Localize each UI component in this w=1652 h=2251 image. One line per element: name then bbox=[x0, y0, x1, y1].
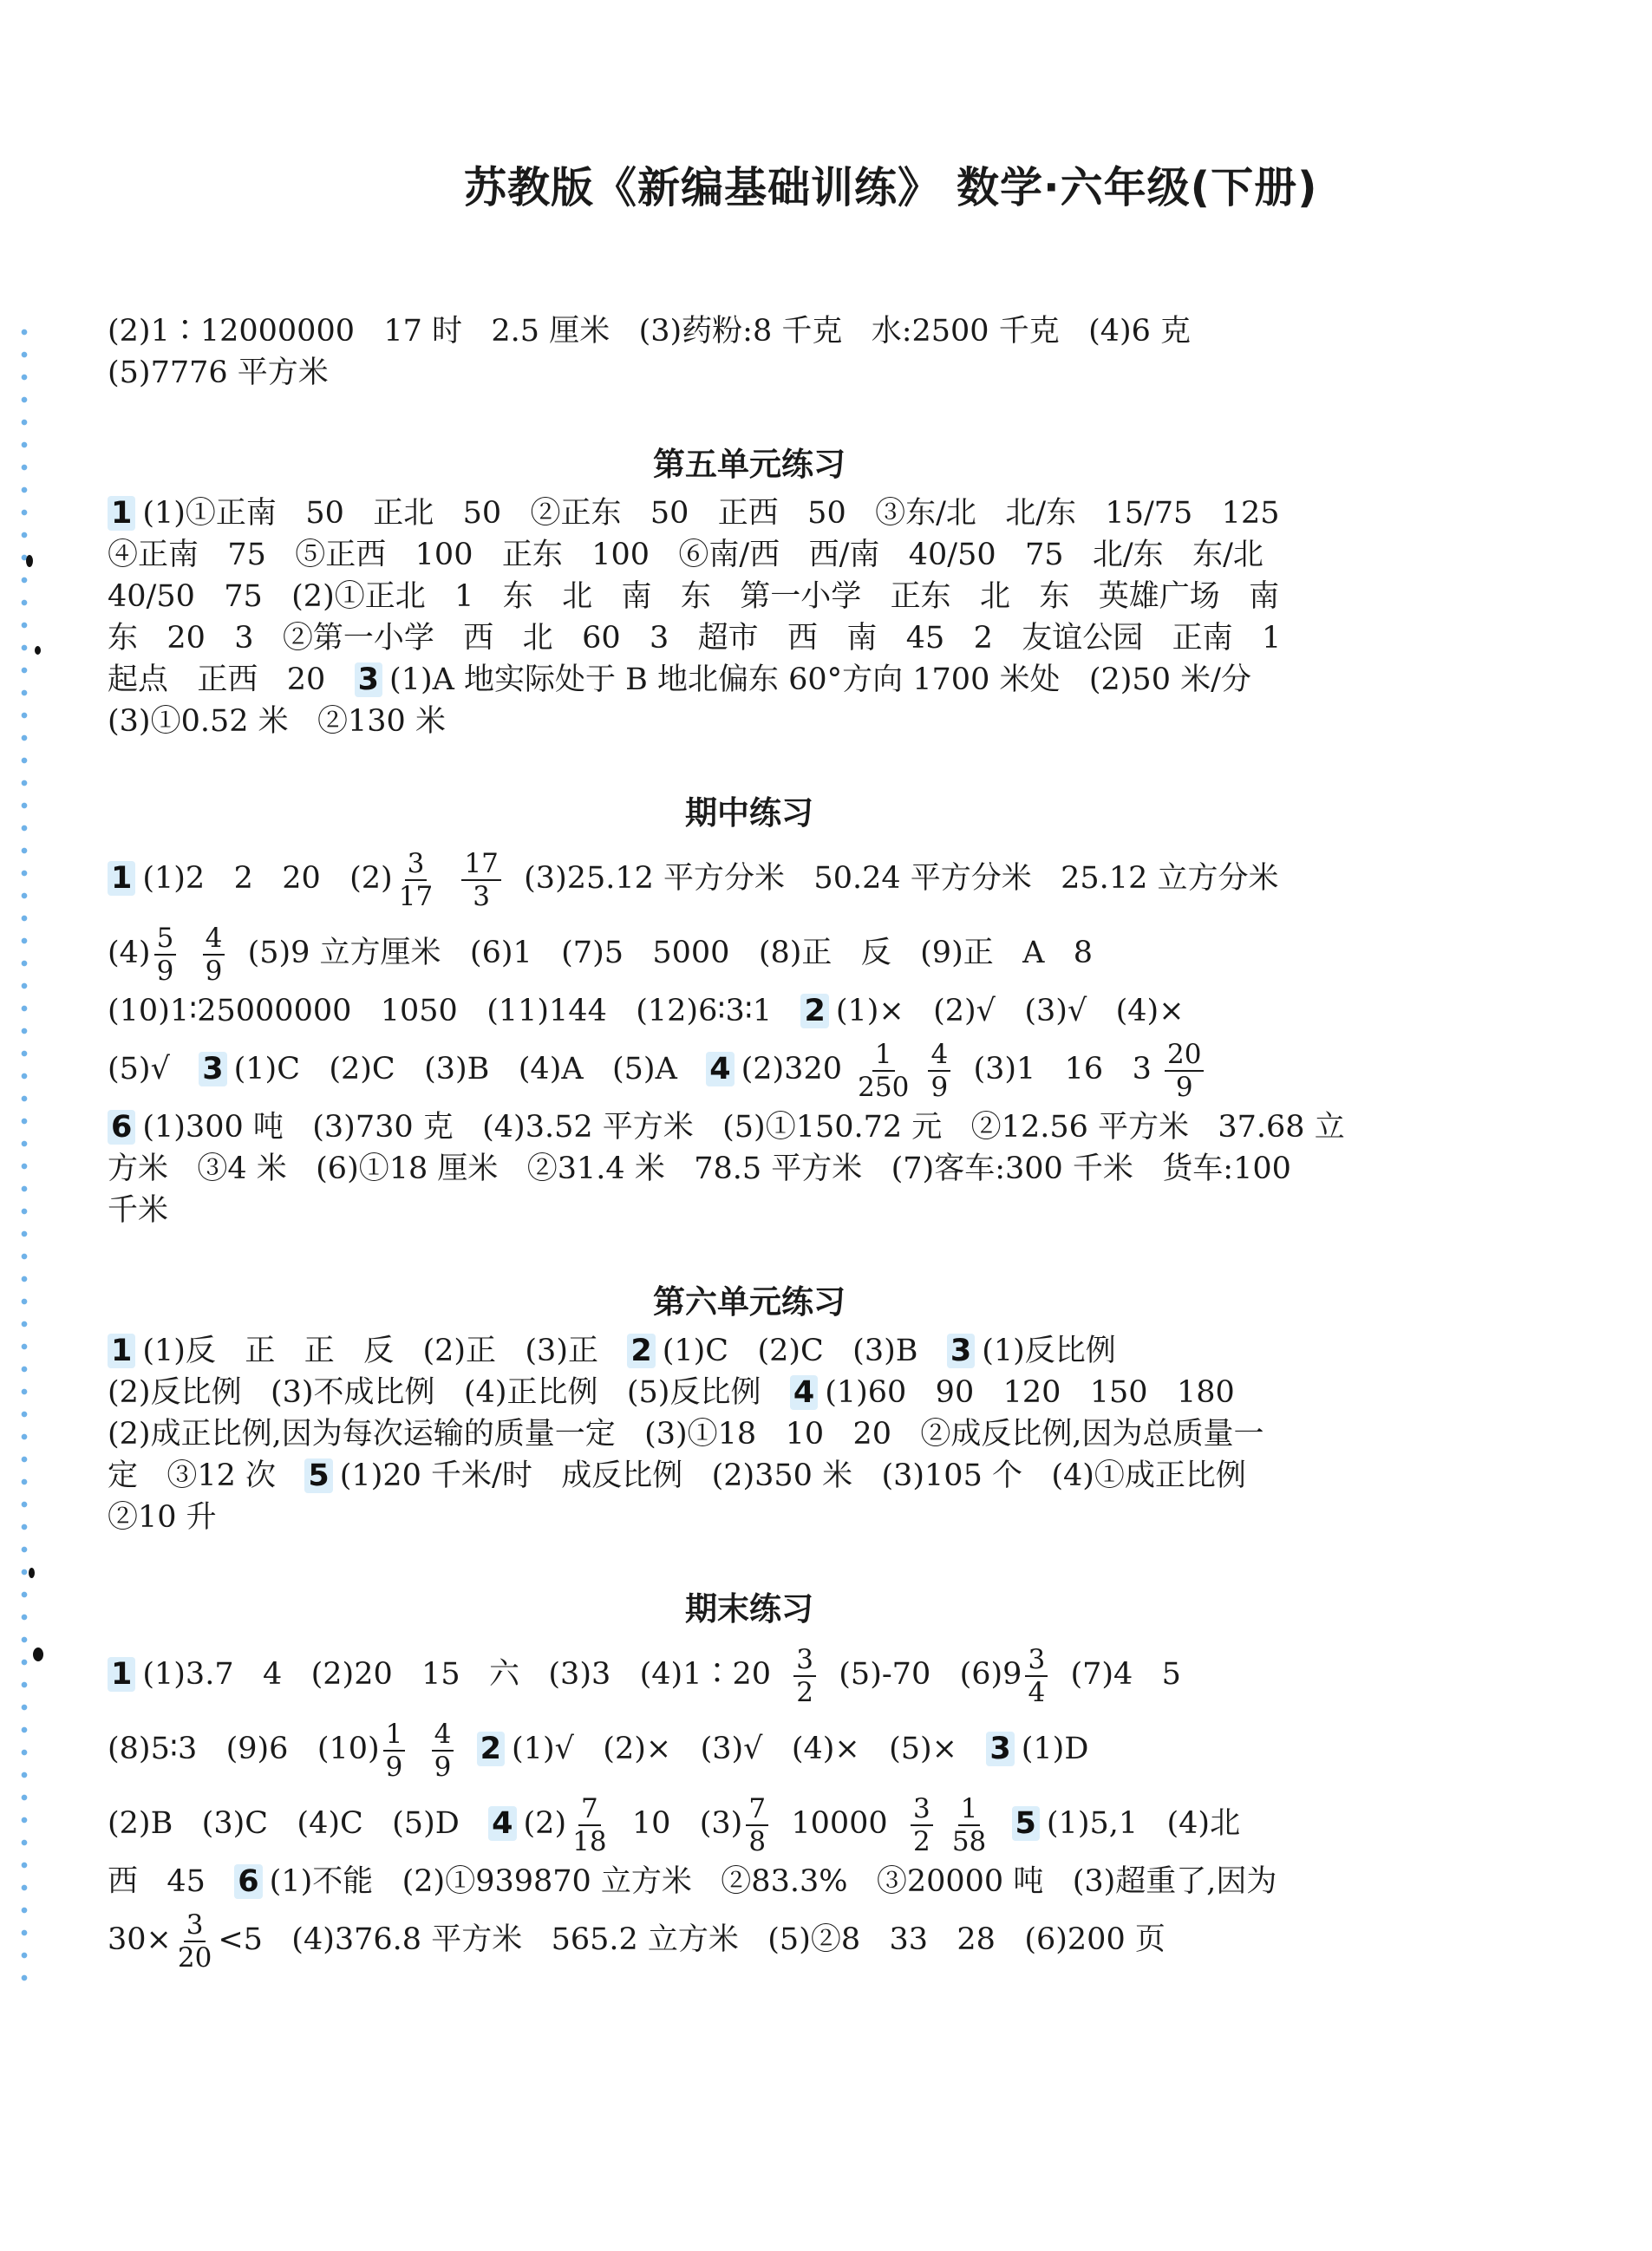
answer-text: (4) bbox=[108, 936, 151, 970]
answer-text: (1)反比例 bbox=[982, 1334, 1116, 1368]
answer-line bbox=[108, 1106, 1408, 1148]
answer-text: (1)反 正 正 反 (2)正 (3)正 bbox=[142, 1334, 628, 1368]
answer-text: (1)√ (2)× (3)√ (4)× (5)× bbox=[512, 1732, 987, 1766]
fraction: $\frac{3}{4}$ bbox=[1025, 1644, 1048, 1708]
answer-text: 西 45 bbox=[108, 1864, 235, 1899]
question-number: 2 bbox=[477, 1732, 505, 1766]
question-number: 5 bbox=[1012, 1806, 1040, 1841]
answer-text: (7)4 5 bbox=[1070, 1657, 1181, 1692]
answer-line bbox=[108, 1455, 1408, 1497]
answer-text: (5)√ bbox=[108, 1052, 199, 1086]
question-number: 4 bbox=[488, 1806, 516, 1841]
fraction: $\frac{4}{9}$ bbox=[432, 1719, 454, 1783]
answer-line bbox=[108, 1861, 1408, 1902]
question-number: 2 bbox=[800, 994, 828, 1028]
answer-line bbox=[108, 659, 1408, 701]
ink-blot bbox=[33, 1647, 43, 1661]
question-number: 1 bbox=[108, 1334, 135, 1368]
answer-text: (8)5∶3 (9)6 (10) bbox=[108, 1732, 380, 1766]
answer-text: (3)1 16 3 bbox=[973, 1052, 1152, 1086]
intro-line: (2)1∶12000000 17 时 2.5 厘米 (3)药粉:8 千克 水:2500 千克 (4)6 克 bbox=[108, 314, 1192, 349]
question-number: 4 bbox=[790, 1375, 818, 1410]
answer-text: 10 (3) bbox=[631, 1806, 743, 1841]
answer-line bbox=[108, 1712, 1408, 1786]
fraction: $\frac{1}{9}$ bbox=[383, 1719, 406, 1783]
intro-line: (5)7776 平方米 bbox=[108, 356, 329, 390]
question-number: 2 bbox=[627, 1334, 655, 1368]
answer-text: (1)D bbox=[1021, 1732, 1089, 1766]
answer-text: (5)9 立方厘米 (6)1 (7)5 5000 (8)正 反 (9)正 A 8 bbox=[247, 936, 1094, 970]
question-number: 1 bbox=[108, 861, 135, 896]
section-heading-unit5: 第五单元练习 bbox=[653, 446, 846, 483]
fraction: $\frac{17}{3}$ bbox=[461, 848, 500, 912]
answer-line: (3)①0.52 米 ②130 米 bbox=[108, 704, 446, 739]
section-heading-midterm: 期中练习 bbox=[685, 794, 813, 832]
question-number: 6 bbox=[234, 1864, 262, 1899]
answer-text: (1)60 90 120 150 180 bbox=[825, 1375, 1235, 1410]
answer-line: 方米 ③4 米 (6)①18 厘米 ②31.4 米 78.5 平方米 (7)客车:300 千米 货车:100 bbox=[108, 1152, 1291, 1186]
answer-line bbox=[108, 990, 1408, 1032]
answer-text: (1)5,1 (4)北 bbox=[1046, 1806, 1241, 1841]
answer-text: (3)25.12 平方分米 50.24 平方分米 25.12 立方分米 bbox=[524, 861, 1279, 896]
answer-text: 30× bbox=[108, 1922, 172, 1957]
question-number: 3 bbox=[947, 1334, 975, 1368]
ink-blot bbox=[35, 646, 41, 655]
answer-text: (1)C (2)C (3)B (4)A (5)A bbox=[233, 1052, 707, 1086]
section-heading-final: 期末练习 bbox=[685, 1590, 813, 1628]
fraction: $\frac{4}{9}$ bbox=[203, 923, 225, 987]
answer-line bbox=[108, 1330, 1408, 1372]
question-number: 1 bbox=[108, 496, 135, 531]
question-number: 4 bbox=[706, 1052, 734, 1086]
answer-text: (2) bbox=[523, 1806, 567, 1841]
fraction: $\frac{3}{2}$ bbox=[911, 1793, 933, 1857]
answer-text: (2)B (3)C (4)C (5)D bbox=[108, 1806, 489, 1841]
fraction: $\frac{3}{17}$ bbox=[398, 847, 434, 912]
answer-line bbox=[108, 493, 1408, 534]
answer-text: (2)反比例 (3)不成比例 (4)正比例 (5)反比例 bbox=[108, 1375, 790, 1410]
answer-text: (1)20 千米/时 成反比例 (2)350 米 (3)105 个 (4)①成正比例 bbox=[339, 1458, 1246, 1493]
answer-text: (1)300 吨 (3)730 克 (4)3.52 平方米 (5)①150.72 元 ②12.56 平方米 37.68 立 bbox=[142, 1110, 1345, 1145]
answer-text: (1)× (2)√ (3)√ (4)× bbox=[835, 994, 1185, 1028]
answer-line: ④正南 75 ⑤正西 100 正东 100 ⑥南/西 西/南 40/50 75 北/东 东/北 bbox=[108, 538, 1263, 572]
answer-line: 东 20 3 ②第一小学 西 北 60 3 超市 西 南 45 2 友谊公园 正南 1 bbox=[108, 621, 1282, 656]
answer-text: (1)2 2 20 (2) bbox=[142, 861, 393, 896]
page-title: 苏教版《新编基础训练》 数学·六年级(下册) bbox=[464, 163, 1318, 212]
answer-line bbox=[108, 916, 1408, 990]
answer-line bbox=[108, 1637, 1408, 1712]
answer-text: (1)A 地实际处于 B 地北偏东 60°方向 1700 米处 (2)50 米/分 bbox=[389, 662, 1251, 697]
answer-text: (5)-70 (6)9 bbox=[839, 1657, 1022, 1692]
answer-text: (10)1∶25000000 1050 (11)144 (12)6∶3∶1 bbox=[108, 994, 801, 1028]
answer-text: <5 (4)376.8 平方米 565.2 立方米 (5)②8 33 28 (6)200 页 bbox=[218, 1922, 1166, 1957]
answer-line: 40/50 75 (2)①正北 1 东 北 南 东 第一小学 正东 北 东 英雄广场 南 bbox=[108, 579, 1280, 614]
answer-text: 定 ③12 次 bbox=[108, 1458, 305, 1493]
answer-text: 起点 正西 20 bbox=[108, 662, 355, 697]
answer-line: ②10 升 bbox=[108, 1500, 217, 1535]
question-number: 3 bbox=[355, 662, 382, 697]
fraction: $\frac{3}{2}$ bbox=[793, 1644, 816, 1708]
fraction: $\frac{5}{9}$ bbox=[154, 923, 177, 987]
answer-line bbox=[108, 1786, 1408, 1861]
fraction: $\frac{7}{18}$ bbox=[572, 1792, 607, 1857]
answer-text: (1)C (2)C (3)B bbox=[662, 1334, 947, 1368]
fraction: $\frac{3}{20}$ bbox=[177, 1908, 212, 1974]
answer-text: (1)不能 (2)①939870 立方米 ②83.3% ③20000 吨 (3)超重了,因为 bbox=[269, 1864, 1277, 1899]
fraction: $\frac{4}{9}$ bbox=[928, 1039, 950, 1103]
question-number: 6 bbox=[108, 1110, 135, 1145]
section-heading-unit6: 第六单元练习 bbox=[653, 1283, 846, 1321]
answer-line bbox=[108, 1032, 1408, 1106]
question-number: 3 bbox=[199, 1052, 226, 1086]
answer-line bbox=[108, 1372, 1408, 1413]
answer-line bbox=[108, 841, 1408, 916]
answer-line: (2)成正比例,因为每次运输的质量一定 (3)①18 10 20 ②成反比例,因为总质量一 bbox=[108, 1417, 1264, 1452]
answer-text: (1)①正南 50 正北 50 ②正东 50 正西 50 ③东/北 北/东 15/75 125 bbox=[142, 496, 1280, 531]
fraction: $\frac{20}{9}$ bbox=[1165, 1039, 1204, 1103]
question-number: 1 bbox=[108, 1657, 135, 1692]
answer-text: 10000 bbox=[791, 1806, 888, 1841]
ink-blot bbox=[26, 555, 33, 567]
answer-text: (2)320 bbox=[741, 1052, 842, 1086]
binding-margin-dots bbox=[19, 321, 29, 1994]
fraction: $\frac{1}{250}$ bbox=[858, 1038, 910, 1103]
answer-content bbox=[108, 310, 1408, 1977]
answer-line bbox=[108, 1902, 1408, 1977]
answer-text: (1)3.7 4 (2)20 15 六 (3)3 (4)1∶20 bbox=[142, 1657, 772, 1692]
fraction: $\frac{1}{58}$ bbox=[951, 1792, 987, 1857]
ink-blot bbox=[29, 1568, 35, 1578]
fraction: $\frac{7}{8}$ bbox=[746, 1793, 768, 1857]
question-number: 3 bbox=[986, 1732, 1014, 1766]
answer-line: 千米 bbox=[108, 1193, 169, 1228]
question-number: 5 bbox=[304, 1458, 332, 1493]
